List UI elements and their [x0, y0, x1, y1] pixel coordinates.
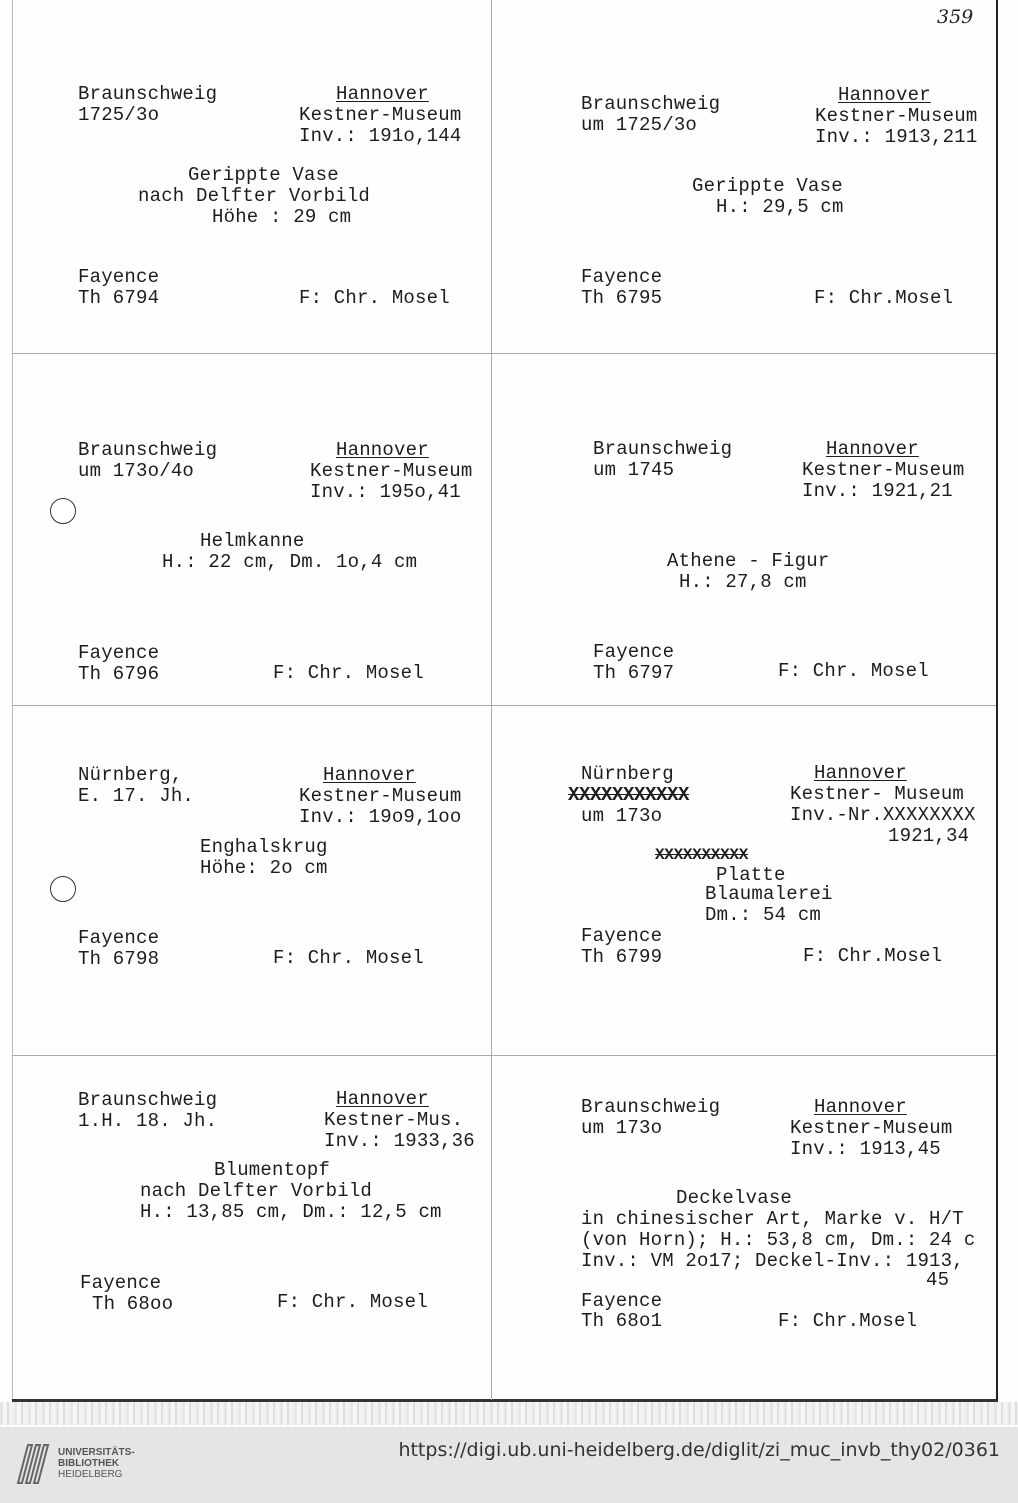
sheet-edge: [12, 0, 13, 1400]
card-material: Fayence: [78, 642, 160, 664]
card-divider-horizontal: [12, 705, 996, 706]
card-origin: Braunschweig: [593, 438, 733, 460]
card-material: Fayence: [581, 925, 663, 947]
card-city: Hannover: [336, 83, 429, 105]
card-description: H.: 27,8 cm: [679, 571, 807, 593]
card-date: um 1745: [593, 459, 675, 481]
card-description: nach Delfter Vorbild: [140, 1180, 373, 1202]
card-description: 45: [926, 1269, 950, 1291]
card-number: Th 6794: [78, 287, 160, 309]
card-description: Enghalskrug: [200, 836, 328, 858]
card-city: Hannover: [814, 762, 907, 784]
card-struck-text: XXXXXXXXXX: [655, 846, 749, 864]
card-origin: Braunschweig: [78, 83, 218, 105]
card-material: Fayence: [593, 641, 675, 663]
card-photographer: F: Chr.Mosel: [803, 945, 943, 967]
card-number: Th 6798: [78, 948, 160, 970]
card-inventory: Inv.: 195o,41: [310, 481, 461, 503]
card-material: Fayence: [581, 266, 663, 288]
card-inventory: Inv.: 191o,144: [299, 125, 462, 147]
card-material: Fayence: [78, 927, 160, 949]
card-material: Fayence: [80, 1272, 162, 1294]
card-number: Th 6799: [581, 946, 663, 968]
card-description: Platte: [716, 864, 786, 886]
card-museum: Kestner-Mus.: [324, 1109, 464, 1131]
card-inventory: Inv.: 19o9,1oo: [299, 806, 462, 828]
card-date: E. 17. Jh.: [78, 785, 195, 807]
card-photographer: F: Chr.Mosel: [814, 287, 954, 309]
card-description: in chinesischer Art, Marke v. H/T: [581, 1208, 964, 1230]
card-photographer: F: Chr.Mosel: [778, 1310, 918, 1332]
viewer-footer: [0, 1427, 1018, 1503]
card-number: Th 6795: [581, 287, 663, 309]
card-origin: Nürnberg,: [78, 764, 183, 786]
card-description: Blumentopf: [214, 1159, 331, 1181]
card-inventory: Inv.-Nr.XXXXXXXX: [790, 804, 976, 826]
card-museum: Kestner-Museum: [310, 460, 473, 482]
card-description: Höhe : 29 cm: [212, 206, 352, 228]
card-date: 1725/3o: [78, 104, 160, 126]
card-inventory: Inv.: 1913,45: [790, 1138, 941, 1160]
card-museum: Kestner-Museum: [299, 785, 462, 807]
card-inventory: Inv.: 1933,36: [324, 1130, 475, 1152]
card-city: Hannover: [323, 764, 416, 786]
card-number: Th 68oo: [92, 1293, 174, 1315]
card-description: Athene - Figur: [667, 550, 830, 572]
card-date: 1.H. 18. Jh.: [78, 1110, 218, 1132]
card-city: Hannover: [814, 1096, 907, 1118]
card-photographer: F: Chr. Mosel: [273, 662, 424, 684]
card-divider-horizontal: [12, 1055, 996, 1056]
logo-line: BIBLIOTHEK: [58, 1458, 120, 1469]
card-description: Inv.: VM 2o17; Deckel-Inv.: 1913,: [581, 1250, 964, 1272]
card-city: Hannover: [838, 84, 931, 106]
card-origin: Braunschweig: [581, 1096, 721, 1118]
card-photographer: F: Chr. Mosel: [778, 660, 929, 682]
card-description: H.: 29,5 cm: [716, 196, 844, 218]
card-number: Th 6796: [78, 663, 160, 685]
source-url-link[interactable]: https://digi.ub.uni-heidelberg.de/diglit/zi_muc_invb_thy02/0361: [398, 1439, 1000, 1461]
sheet-edge: [996, 0, 998, 1400]
card-description: Deckelvase: [676, 1187, 793, 1209]
card-date: um 173o: [581, 805, 663, 827]
card-photographer: F: Chr. Mosel: [299, 287, 450, 309]
logo-line: HEIDELBERG: [58, 1469, 123, 1480]
card-description: Höhe: 2o cm: [200, 857, 328, 879]
card-origin: Braunschweig: [78, 1089, 218, 1111]
card-description: nach Delfter Vorbild: [138, 185, 371, 207]
card-origin: Braunschweig: [581, 93, 721, 115]
card-number: Th 6797: [593, 662, 675, 684]
punch-hole: [50, 876, 76, 902]
card-description: Dm.: 54 cm: [705, 904, 822, 926]
library-logo-text: [58, 1447, 135, 1480]
card-museum: Kestner- Museum: [790, 783, 965, 805]
card-description: Helmkanne: [200, 530, 305, 552]
card-photographer: F: Chr. Mosel: [277, 1291, 428, 1313]
card-date: um 173o: [581, 1117, 663, 1139]
card-museum: Kestner-Museum: [790, 1117, 953, 1139]
logo-line: UNIVERSITÄTS-: [58, 1447, 135, 1458]
card-inventory: Inv.: 1913,211: [815, 126, 978, 148]
card-date: um 173o/4o: [78, 460, 195, 482]
scan-shadow: [0, 1402, 1018, 1425]
punch-hole: [50, 498, 76, 524]
card-origin: Nürnberg: [581, 763, 674, 785]
library-logo-icon: [14, 1439, 50, 1487]
card-origin: Braunschweig: [78, 439, 218, 461]
card-museum: Kestner-Museum: [299, 104, 462, 126]
card-photographer: F: Chr. Mosel: [273, 947, 424, 969]
card-divider-horizontal: [12, 353, 996, 354]
card-description: (von Horn); H.: 53,8 cm, Dm.: 24 c: [581, 1229, 976, 1251]
card-material: Fayence: [78, 266, 160, 288]
card-description: Gerippte Vase: [188, 164, 339, 186]
card-city: Hannover: [336, 439, 429, 461]
card-inventory: Inv.: 1921,21: [802, 480, 953, 502]
page-number: 359: [937, 6, 974, 28]
card-city: Hannover: [826, 438, 919, 460]
card-description: Gerippte Vase: [692, 175, 843, 197]
card-divider-vertical: [491, 0, 492, 1400]
card-description: Blaumalerei: [705, 883, 833, 905]
card-description: H.: 22 cm, Dm. 1o,4 cm: [162, 551, 418, 573]
card-inventory-corrected: 1921,34: [888, 825, 970, 847]
card-material: Fayence: [581, 1290, 663, 1312]
card-date: um 1725/3o: [581, 114, 698, 136]
card-city: Hannover: [336, 1088, 429, 1110]
card-museum: Kestner-Museum: [815, 105, 978, 127]
card-description: H.: 13,85 cm, Dm.: 12,5 cm: [140, 1201, 442, 1223]
card-museum: Kestner-Museum: [802, 459, 965, 481]
card-number: Th 68o1: [581, 1310, 663, 1332]
card-struck-text: XXXXXXXXXXX: [568, 784, 690, 806]
